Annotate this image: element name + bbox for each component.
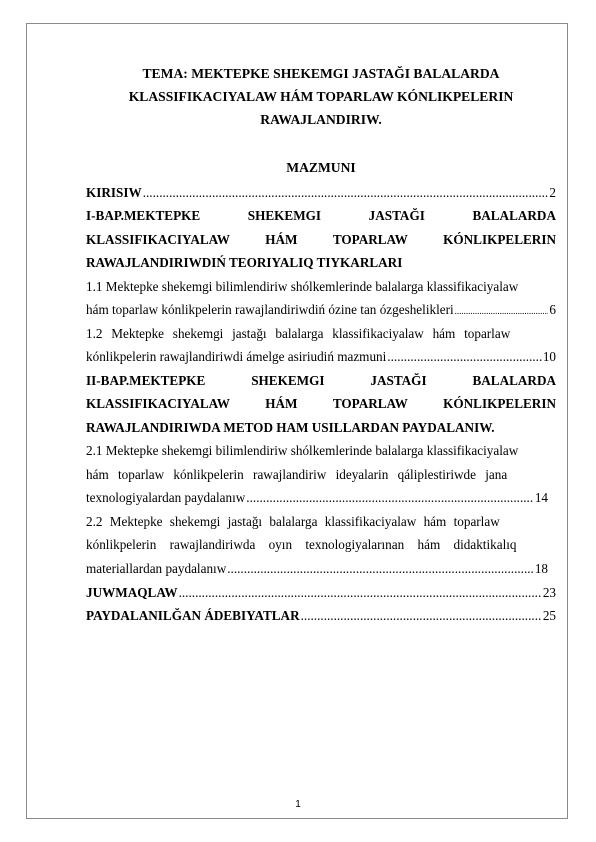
toc-entry-label: texnologiyalardan paydalanıw	[86, 490, 246, 505]
dot-leader	[246, 488, 534, 508]
toc-chapter-2-line-3[interactable]: RAWAJLANDIRIWDA METOD HAM USILLARDAN PAYDALANIW.	[86, 420, 495, 435]
toc-page-number: 6	[549, 302, 556, 317]
toc-section-1-2-line-1[interactable]: 1.2 Mektepke shekemgi jastağı balalarga klassifikaciyalaw hám toparlaw	[86, 326, 511, 341]
doc-title-line-3: RAWAJLANDIRIW.	[260, 112, 382, 127]
toc-word: JASTAĞI	[368, 208, 425, 223]
dot-leader	[227, 559, 534, 579]
toc-entry-label: PAYDALANILĞAN ÁDEBIYATLAR	[86, 608, 300, 623]
toc-word: KÓNLIKPELERIN	[443, 396, 556, 411]
toc-word: HÁM	[265, 396, 298, 411]
toc-chapter-1-line-2[interactable]	[86, 230, 556, 250]
toc-word: TOPARLAW	[332, 232, 408, 247]
toc-entry-juwmaqlaw[interactable]	[86, 583, 556, 603]
toc-page-number: 2	[549, 185, 556, 200]
doc-title-line-1: TEMA: MEKTEPKE SHEKEMGI JASTAĞI BALALARDA	[142, 66, 500, 81]
toc-entry-label: KIRISIW	[86, 185, 142, 200]
toc-word: KÓNLIKPELERIN	[443, 232, 556, 247]
toc-entry-kirisiw[interactable]	[86, 183, 556, 203]
toc-entry-label: kónlikpelerin rawajlandiriwdi ámelge asiriudiń mazmuni	[86, 349, 387, 364]
contents-heading: MAZMUNI	[286, 160, 356, 175]
dot-leader	[143, 183, 549, 203]
toc-section-2-1-line-2[interactable]: hám toparlaw kónlikpelerin rawajlandiriw ideyalarin qáliplestiriwde jana	[86, 467, 508, 482]
toc-section-2-2-line-3[interactable]	[86, 559, 548, 579]
toc-section-1-1-line-1[interactable]: 1.1 Mektepke shekemgi bilimlendiriw shólkemlerinde balalarga klassifikaciyalaw	[86, 279, 519, 294]
toc-chapter-1-line-3[interactable]: RAWAJLANDIRIWDIŃ TEORIYALIQ TIYKARLARI	[86, 255, 403, 270]
toc-word: SHEKEMGI	[251, 373, 325, 388]
toc-word: BALALARDA	[472, 373, 556, 388]
toc-word: KLASSIFIKACIYALAW	[86, 396, 230, 411]
toc-chapter-2-line-1[interactable]	[86, 371, 556, 391]
dot-leader	[301, 606, 542, 626]
toc-section-2-1-line-3[interactable]	[86, 488, 548, 508]
page-number: 1	[295, 799, 301, 810]
toc-section-2-2-line-2[interactable]: kónlikpelerin rawajlandiriwda oyın texnologiyalarınan hám didaktikalıq	[86, 537, 517, 552]
toc-section-2-1-line-1[interactable]: 2.1 Mektepke shekemgi bilimlendiriw shólkemlerinde balalarga klassifikaciyalaw	[86, 443, 519, 458]
toc-page-number: 14	[534, 490, 548, 505]
toc-word: BALALARDA	[472, 208, 556, 223]
toc-word: SHEKEMGI	[247, 208, 322, 223]
toc-word: HÁM	[265, 232, 298, 247]
toc-page-number: 23	[542, 585, 556, 600]
toc-entry-label: JUWMAQLAW	[86, 585, 178, 600]
dot-leader	[387, 347, 542, 367]
toc-word: TOPARLAW	[332, 396, 408, 411]
toc-word: I-BAP.MEKTEPKE	[86, 208, 201, 223]
toc-section-2-2-line-1[interactable]: 2.2 Mektepke shekemgi jastağı balalarga klassifikaciyalaw hám toparlaw	[86, 514, 500, 529]
toc-entry-label: hám toparlaw kónlikpelerin rawajlandiriwdiń ózine tan ózgeshelikleri	[86, 302, 454, 317]
toc-page-number: 18	[534, 561, 548, 576]
toc-section-1-1-line-2[interactable]	[86, 300, 556, 321]
dot-leader	[455, 301, 549, 321]
toc-chapter-2-line-2[interactable]	[86, 394, 556, 414]
toc-word: JASTAĞI	[370, 373, 427, 388]
doc-title-line-2: KLASSIFIKACIYALAW HÁM TOPARLAW KÓNLIKPELERIN	[128, 89, 514, 104]
toc-page-number: 25	[542, 608, 556, 623]
toc-page-number: 10	[542, 349, 556, 364]
dot-leader	[179, 583, 542, 603]
toc-word: II-BAP.MEKTEPKE	[86, 373, 206, 388]
toc-chapter-1-line-1[interactable]	[86, 206, 556, 226]
toc-section-1-2-line-2[interactable]	[86, 347, 556, 367]
toc-word: KLASSIFIKACIYALAW	[86, 232, 230, 247]
toc-entry-adebiyatlar[interactable]	[86, 606, 556, 626]
toc-entry-label: materiallardan paydalanıw	[86, 561, 227, 576]
